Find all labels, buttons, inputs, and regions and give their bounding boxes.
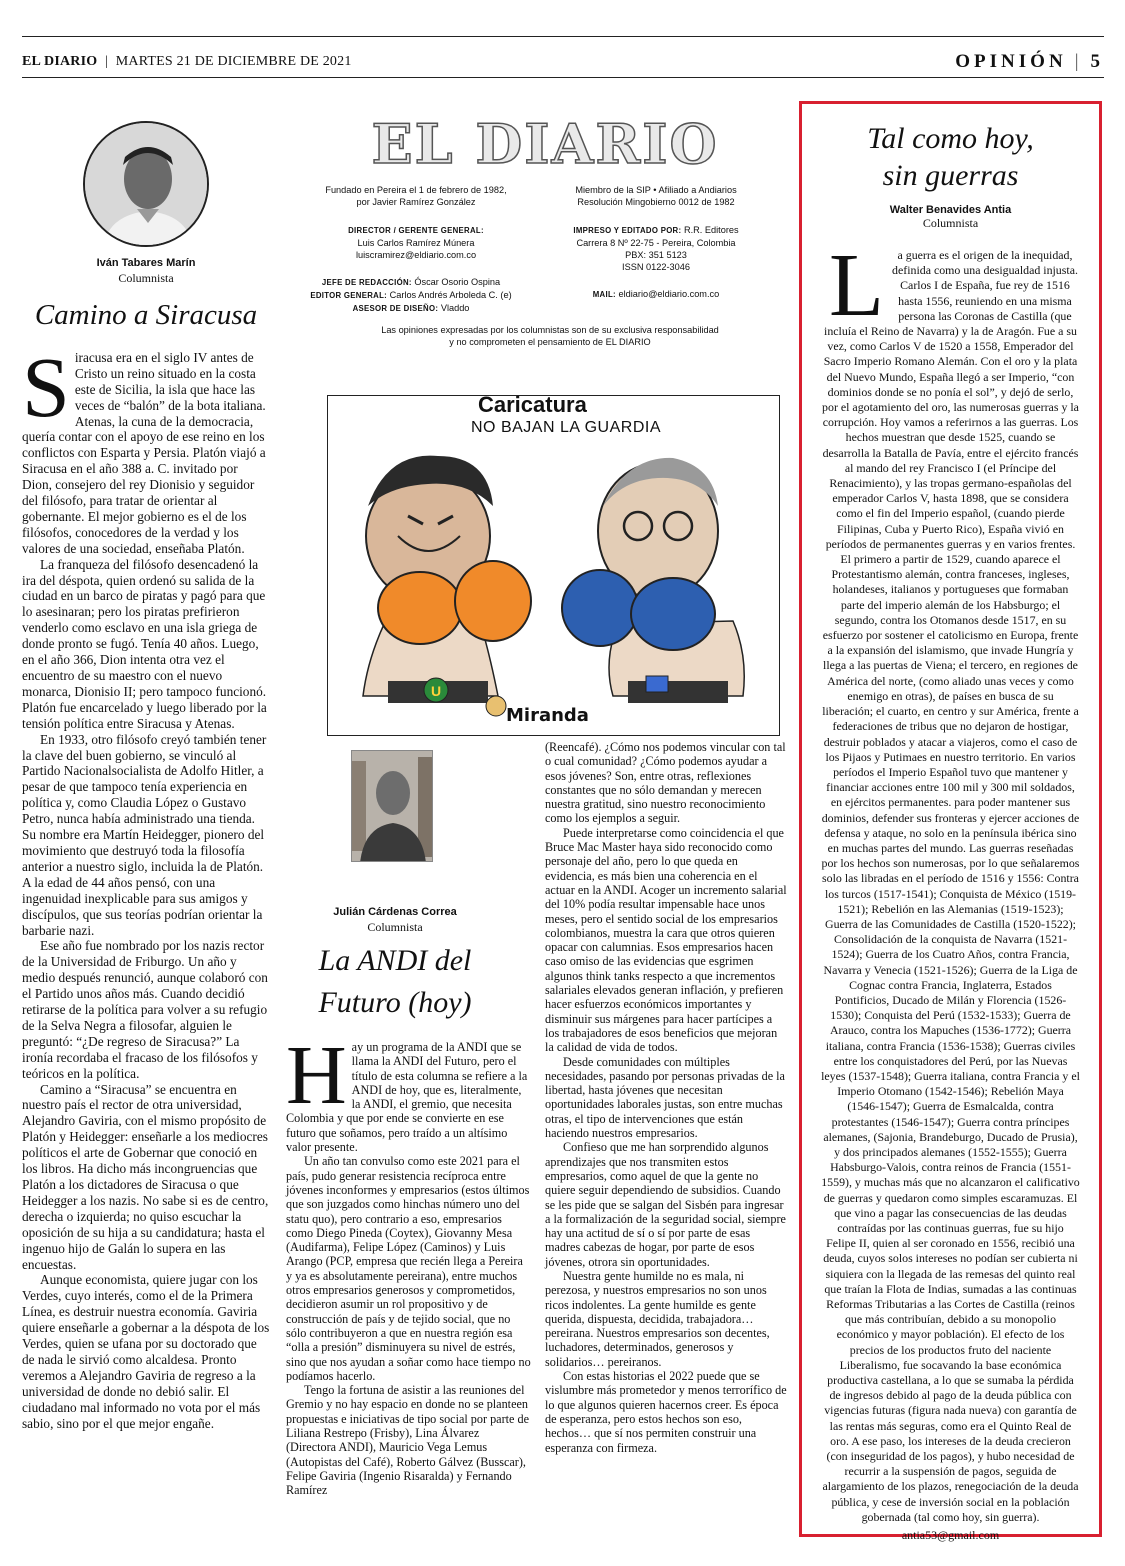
paragraph: Aunque economista, quiere jugar con los Verdes, cuyo interés, como el de la Primera Línea, es destruir nuestra economía. Gaviria quiere enseñarle a gobernar a la déspota de los Verdes, quien se ufana por su doctorado que de nada le sirvió como alcaldesa. Pronto veremos a Alejandro Gaviria de regreso a la universidad de donde no debió salir. El ciudadano mal informado no vota por el más sabio, sino por el que mejor engañe. (22, 1272, 270, 1431)
author-role-middle: Columnista (367, 920, 423, 934)
header-paper: EL DIARIO (22, 54, 98, 69)
right-body: L a guerra es el origen de la inequidad, definida como una desigualdad injusta. Carlos I de España, fue rey de 1516 hasta 1556, reuniendo en una misma persona las Coronas de Castilla (que incluía el Reino de Navarra) y la de Aragón. Fue a su vez, como Carlos V de 1520 a 1558, Emperador del Sacro Imperio Romano Alemán. Con el oro y la plata del Nuevo Mundo, España llegó a ser Imperio, “con dominios donde se no ponía el sol”, y dejó de serlo, por el agotamiento del oro, las numerosas guerras y la corrupción. Hoy vamos a referirnos a las guerras. Los hechos muestran que desde 1525, cuando se desarrolla la Batalla de Pavía, entre el ejército francés al mando del rey Francisco I (el Príncipe del Renacimiento), y las tropas germano-españolas del emperador Carlos V, hasta 1898, que se considera como el fin del Imperio español, (cuando pierde Filipinas, Cuba y Puerto Rico), España vivió en períodos de permanentes guerras y en varios frentes. El primero a partir de 1529, cuando aparece el Protestantismo alemán, contra franceses, ingleses, holandeses, italianos y portugueses que formaban parte del imperio alemán de los Habsburgo; el segundo, contra los Otomanos desde 1517, en su esfuerzo por sostener el catolicismo en Europa, frente a la expansión del islamismo, que invade Hungría y llega a las puertas de Viena; el tercero, en regiones de América del norte, (como aliado unas veces y como enemigo en otras), de países en busca de su liberación; el cuarto, en centro y sur América, frente a federaciones de tribus que no dejaron de hostigar, destruir poblados y atacar a viajeros, como el caso de los Pijaos y Putimaes en nuestro territorio. En varios períodos el Imperio Español tuvo que mantener y financiar acciones entre 100 mil y 300 mil soldados, en ejércitos permanentes. para poder mantener sus dominios, defender sus fronteras y ejercer acciones de defensa y ataque, no solo en la península ibérica sino en muchas partes del mundo. Las guerras reseñadas por los hechos son numerosas, por lo que señalaremos solo las libradas en el período de 1516 y 1556: Contra los turcos (1517-1541); Conquista de México (1519-1521); Rebelión en las Alemanias (1519-1523); Guerra de las Comunidades de Castilla (1520-1522); Consolidación de la conquista de Navarra (1521-1524); Guerra de los Cuatro Años, contra Francia, Navarra y Venecia (1521-1526); Guerra de la Liga de Cognac contra Francia, Inglaterra, Estados Pontificios, Ducado de Milán y Florencia (1526-1530); Conquista del Perú (1532-1533); Guerra de Arauco, contra los Mapuches (1536-1772); Guerra italiana, contra Francia (1536-1538); Guerras civiles entre los conquistadores del Perú, por las Nuevas leyes (1537-1548); Guerra italiana, contra Francia y el Imperio Otomano (1542-1546); Rebelión Maya (1546-1547); Guerra de Esmalcalda, contra protestantes (1546-1547); Guerra contra príncipes alemanes, (Sajonia, Brandeburgo, Ducado de Prusia), y dos principados alemanes (1552-1555); Guerra Habsburgo-Valois, contra reinos de Francia (1551-1559), y muchas más que no alcanzaron el calificativo de guerras y quedaron como simples escaramuzas. El que vino a pagar las consecuencias de las deudas contraídas por las continuas guerras, fue su hijo Felipe II, quien al ser coronado en 1556, recibió una deuda, cuyos solos intereses no podían ser cubierta ni siquiera con la llegada de las remesas del quinto real que traían la Flota de Indias, sumadas a las continuas Reformas Tributarias a las Cortes de Castilla (reinos que más contribuían, debido a su monopolio económico y mayor población). El efecto de los precios de los productos fruto del naciente Liberalismo, fue socavando la base económica productiva castellana, a lo que se sumaba la pérdida de ingresos debido al pago de la deuda pública con vigencias futuras (figura nada nueva) con garantía de las rentas más seguras, como era el Quinto Real de oro. A ese paso, los intereses de la deuda crecieron (con inseguridad de los pagos), y hubo necesidad de recurrir a la suspensión de pagos, seguida de alargamiento de los plazos, renegociación de la deuda pública, y cese de inversión social en la población gobernada (tal como hoy, sin guerra). (821, 236, 1080, 1524)
paragraph: En 1933, otro filósofo creyó también tener la clave del buen gobierno, se vinculó al Partido Nacionalsocialista de Adolfo Hitler, a pesar de que tampoco tenía experiencia en política y, como Claudia López o Gustavo Petro, nunca había administrado una tienda. Su nombre era Martín Heidegger, pionero del movimiento que destruyó toda la filosofía anterior a nuestro siglo, incluida la de Platón. A la edad de 44 años pensó, con una ingenuidad inexplicable para sus amigos y discípulos, que sus teorías podrían orientar la barbarie nazi. (22, 731, 267, 938)
paragraph: Tengo la fortuna de asistir a las reuniones del Gremio y no hay espacio en donde no se planteen propuestas e iniciativas de tipo social por parte de Liliana Restrepo (Frisby), Lina Álvarez (Directora ANDI), Mauricio Vega Lemus (Autopistas del Café), Roberto Gálvez (Busscar), Felipe Gaviria (Ingenio Risaralda) y Fernando Ramírez (286, 1383, 529, 1498)
dropcap-right: L (829, 236, 884, 335)
director-email[interactable]: luiscramirez@eldiario.com.co (355, 250, 477, 260)
paragraph: Camino a “Siracusa” se encuentra en nuestro país el rector de otra universidad, Alejandro Gaviria, con el mismo propósito de Platón y Heidegger: enseñarle a los mediocres políticos el arte de Gobernar que conoció en los libros. Ha dicho más incongruencias que Platón a los dictadores de Siracusa o que Heidegger a los nazis. No sabe si es de centro, derecha o izquierda; no quiso escuchar la oposición de su hija a su candidatura; hasta el ingenuo hijo de Galán lo supera en las encuestas. (22, 1081, 269, 1272)
masthead (300, 112, 780, 347)
author-name-left: Iván Tabares Marín (96, 257, 196, 269)
mail-info: MAIL: eldiario@eldiario.com.co (592, 289, 720, 299)
paragraph: La franqueza del filósofo desencadenó la ira del déspota, quien ordenó su salida de la ciudad en un barco de piratas y pagó para que lo asesinaran; pero los piratas prefirieron venderlo como esclavo en una isla griega de donde pronto se fugó. Tenía 40 años. Luego, en el año 366, Dion intenta otra vez el encuentro de su maestro con el nuevo monarca, Dionisio II; pero tampoco funcionó. Platón fue encarcelado y luego liberado por la tensión política entre Siracusa y Atenas. (22, 556, 267, 731)
paragraph: Hay un programa de la ANDI que se llama la ANDI del Futuro, pero el título de esta columna se refiere a la ANDI de hoy, que es, literalmente, la ANDI, el gremio, que necesita Colombia y que por ende se convierte en ese futuro que soñamos, pero traído a un altísimo valor presente. (286, 1029, 528, 1155)
author-email-right[interactable]: antia53@gmail.com (901, 1528, 1000, 1543)
paragraph: Ese año fue nombrado por los nazis rector de la Universidad de Friburgo. Un año y medio después renunció, aunque colaboró con el Partido unos años más. Cuando decidió retirarse de la política para volver a su refugio de la Selva Negra a filosofar, alguien le preguntó: “¿De regreso de Siracusa?” La ironía recordaba el fracaso de los filósofos y teóricos en la política. (22, 938, 268, 1081)
header-left: EL DIARIO | MARTES 21 DE DICIEMBRE DE 2021 (22, 54, 352, 69)
dropcap-middle: H (286, 1029, 347, 1122)
paragraph: Con estas historias el 2022 puede que se vislumbre más prometedor y menos terrorífico de lo que algunos quieren hacernos creer. Es época de esperanza, pero estos hechos son eso, hechos… que sí nos permiten construir una esperanza con firmeza. (545, 1369, 787, 1455)
header-right: OPINIÓN | 5 (955, 51, 1104, 72)
paragraph: (Reencafé). ¿Cómo nos podemos vincular con tal o cual comunidad? ¿Cómo podemos ayudar a esos jóvenes? Son, entre otras, reflexiones constantes que no sólo demandan y merecen nuestra gratitud, sino nuestro reconocimiento como los ejemplos a seguir. (545, 740, 786, 826)
paragraph: Un año tan convulso como este 2021 para el país, pudo generar resistencia recíproca entre jóvenes inconformes y empresarios (estos últimos que son juzgados como hinchas número uno del statu quo), pero contrario a eso, empresarios como Diego Pineda (Coytex), Giovanny Mesa (Audifarma), Felipe López (Caminos) y Luis Arango (PCP, empresa que recién llega a Pereira y ya es absolutamente pereirana), entre muchos otros empresarios generosos y comprometidos, decidieron asumir un rol propositivo y de construcción de país y de tejido social, que no sólo contribuyeron a que en nuestra región esa “olla a presión” disminuyera su nivel de estrés, sino que nos ayudan a soñar como hace tiempo no podíamos hacerlo. (286, 1154, 531, 1383)
author-photo-middle (351, 750, 433, 862)
director-info: DIRECTOR / GERENTE GENERAL: Luis Carlos Ramírez Múnera luiscramirez@eldiario.com.co (296, 224, 536, 261)
disclaimer: Las opiniones expresadas por los columnistas son de su exclusiva responsabilidad y no comprometen el pensamiento de EL DIARIO (381, 325, 719, 347)
page-header (22, 36, 1104, 78)
author-photo-left (83, 121, 209, 247)
author-role-left: Columnista (118, 271, 174, 285)
author-name-right: Walter Benavides Antia (889, 204, 1012, 216)
cartoon-signature: Miranda (506, 705, 589, 726)
masthead-logo: EL DIARIO (371, 112, 719, 176)
section-name: OPINIÓN (955, 51, 1067, 72)
cartoon (327, 395, 780, 736)
left-body (22, 338, 270, 1432)
membership-info: Miembro de la SIP • Afiliado a Andiarios Resolución Mingobierno 0012 de 1982 (575, 185, 737, 207)
highlighted-article-box (799, 101, 1102, 1543)
header-date: MARTES 21 DE DICIEMBRE DE 2021 (115, 54, 352, 69)
badge-letter: U (430, 683, 442, 699)
cartoon-title: Caricatura (478, 395, 587, 417)
cartoon-illustration (328, 396, 780, 736)
dropcap-left: S (22, 338, 70, 435)
printer-info: IMPRESO Y EDITADO POR: R.R. Editores Carrera 8 Nº 22-75 - Pereira, Colombia PBX: 351 5123 ISSN 0122-3046 (573, 225, 739, 272)
headline-middle: La ANDI del Futuro (hoy) (318, 944, 472, 1019)
paragraph: Desde comunidades con múltiples necesidades, pasando por personas privadas de la libertad, hasta jóvenes que necesitan oportunidades laborales justas, son entre muchas otras, el tipo de intervenciones que están haciendo nuestros empresarios. (545, 1054, 785, 1141)
middle-body-col1 (286, 1029, 532, 1498)
cartoon-subtitle: NO BAJAN LA GUARDIA (471, 419, 661, 436)
left-article (22, 105, 270, 1432)
author-name-middle: Julián Cárdenas Correa (333, 906, 457, 918)
paragraph: Nuestra gente humilde no es mala, ni perezosa, y nuestros empresarios no son unos ricos indolentes. La gente humilde es gente querida, dispuesta, decidida, trabajadora… pereirana. Nuestros empresarios son decentes, luchadores, determinados, generosos y solidarios… pereiranos. (545, 1268, 770, 1369)
paragraph: Puede interpretarse como coincidencia el que Bruce Mac Master haya sido reconocido como personaje del año, pero lo que queda en evidencia, es más bien una coherencia en el actuar en la ANDI. Acoger un incremento salarial del 10% podía resultar impensable hace unos meses, pero el sentido social de los empresarios colombianos, muestra la cara que otros quieren opacar con calumnias. Esos empresarios hacen caso omiso de las evidencias que esgrimen algunos think tanks respecto a que incrementos salariales elevados generan inflación, y prefieren hacer esfuerzos económicos importantes y disminuir sus márgenes para hacer partícipes a los trabajadores de esos beneficios que mejoran la calidad de vida de todos. (545, 825, 787, 1055)
page-number: 5 (1090, 51, 1104, 72)
author-role-right: Columnista (922, 216, 979, 230)
staff-info: JEFE DE REDACCIÓN: Óscar Osorio Ospina EDITOR GENERAL: Carlos Andrés Arboleda C. (e) ASESOR DE DISEÑO: Vladdo (310, 277, 512, 313)
paragraph: Confieso que me han sorprendido algunos aprendizajes que nos transmiten estos empresarios, como aquel de que la gente no quiere seguir dependiendo de subsidios. Cuando se les pide que se salgan del Sisbén para ingresar a la formalización de la seguridad social, siempre hay una actitud de sí o sí por parte de esas madres cabezas de hogar, por parte de esos jóvenes, otrora sin oportunidades. (545, 1140, 786, 1269)
middle-body-col2 (545, 740, 787, 1455)
mail-link[interactable]: eldiario@eldiario.com.co (618, 289, 720, 299)
paragraph: Siracusa era en el siglo IV antes de Cristo un reino situado en la costa este de Sicilia, la isla que hace las veces de “balón” de la bota italiana. Atenas, la cuna de la democracia, quería contar con el apoyo de ese reino en los conflictos con Esparta y Persia. Platón viajó a Siracusa en el año 388 a. C. invitado por Dion, consejero del rey Dionisio y seguidor del filósofo, para tratar de orientar al gobernante. El mejor gobierno es el de los filósofos, conocedores de la verdad y los valores de una sociedad, enseñaba Platón. (22, 338, 266, 556)
headline-left: Camino a Siracusa (34, 299, 258, 331)
founding-info: Fundado en Pereira el 1 de febrero de 1982, por Javier Ramírez González (325, 185, 507, 207)
headline-right: Tal como hoy, sin guerras (867, 122, 1034, 192)
